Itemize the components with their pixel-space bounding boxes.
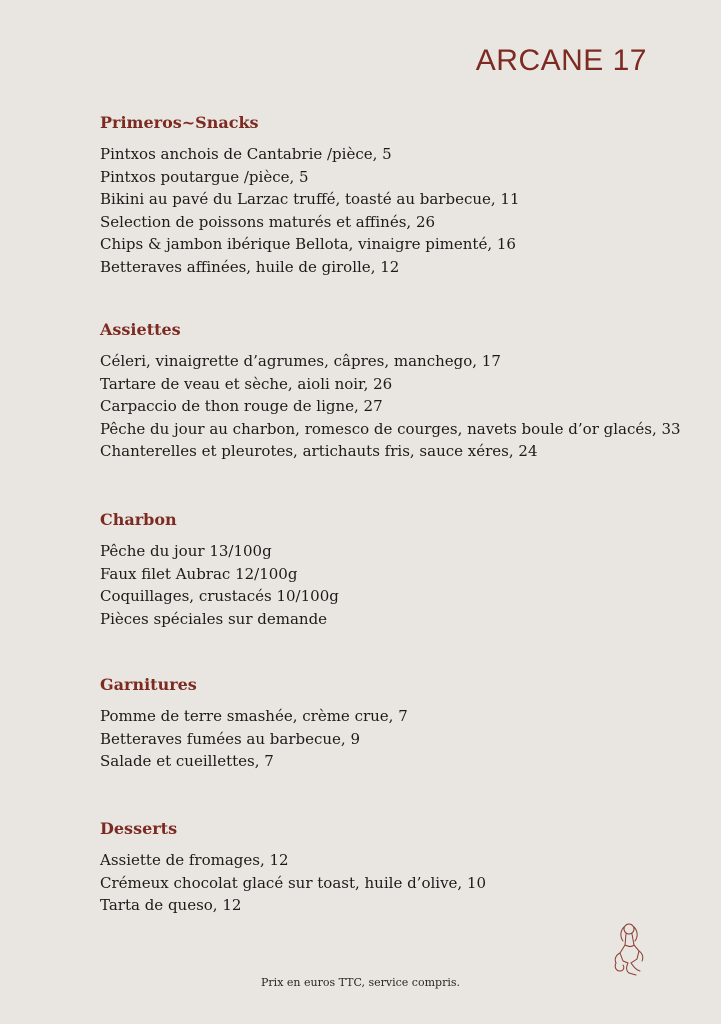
item-list xyxy=(100,705,408,773)
item-list xyxy=(100,350,681,463)
section-title: Assiettes xyxy=(100,320,181,339)
menu-item: Chips & jambon ibérique Bellota, vinaigre pimenté, 16 xyxy=(100,235,516,254)
menu-item: Pintxos anchois de Cantabrie /pièce, 5 xyxy=(100,145,392,163)
item-list xyxy=(100,540,339,630)
menu-item: Céleri, vinaigrette d’agrumes, câpres, manchego, 17 xyxy=(100,352,501,370)
menu-item: Betteraves fumées au barbecue, 9 xyxy=(100,729,361,748)
section-title: Garnitures xyxy=(100,675,197,694)
section-snacks xyxy=(100,112,520,279)
menu-item: Salade et cueillettes, 7 xyxy=(100,752,274,771)
menu-item: Assiette de fromages, 12 xyxy=(100,851,289,869)
menu-item: Bikini au pavé du Larzac truffé, toasté au barbecue, 11 xyxy=(100,190,520,209)
section-charbon xyxy=(100,509,339,630)
section-assiettes xyxy=(100,319,681,463)
menu-item: Coquillages, crustacés 10/100g xyxy=(100,587,339,606)
menu-item: Carpaccio de thon rouge de ligne, 27 xyxy=(100,397,383,416)
section-garnitures xyxy=(100,674,408,773)
menu-item: Tarta de queso, 12 xyxy=(100,896,242,915)
menu-item: Crémeux chocolat glacé sur toast, huile d’olive, 10 xyxy=(100,873,487,892)
brand-title: ARCANE 17 xyxy=(475,44,647,77)
menu-item: Pièces spéciales sur demande xyxy=(100,609,328,628)
item-list xyxy=(100,143,520,279)
item-list xyxy=(100,849,486,917)
menu-item: Pomme de terre smashée, crème crue, 7 xyxy=(100,707,408,725)
menu-item: Tartare de veau et sèche, aioli noir, 26 xyxy=(100,374,393,393)
section-desserts xyxy=(100,818,486,917)
menu-item: Chanterelles et pleurotes, artichauts fris, sauce xéres, 24 xyxy=(100,442,538,461)
section-title: Desserts xyxy=(100,819,178,838)
menu-item: Pêche du jour 13/100g xyxy=(100,542,272,560)
footer-note: Prix en euros TTC, service compris. xyxy=(261,976,460,989)
menu-item: Selection de poissons maturés et affinés, 26 xyxy=(100,212,436,231)
figure-illustration-icon xyxy=(606,921,650,979)
menu-item: Betteraves affinées, huile de girolle, 12 xyxy=(100,257,400,276)
section-title: Primeros~Snacks xyxy=(100,113,259,132)
menu-item: Pêche du jour au charbon, romesco de courges, navets boule d’or glacés, 33 xyxy=(100,419,681,438)
menu-item: Pintxos poutargue /pièce, 5 xyxy=(100,167,309,186)
menu-item: Faux filet Aubrac 12/100g xyxy=(100,564,298,583)
section-title: Charbon xyxy=(100,510,177,529)
